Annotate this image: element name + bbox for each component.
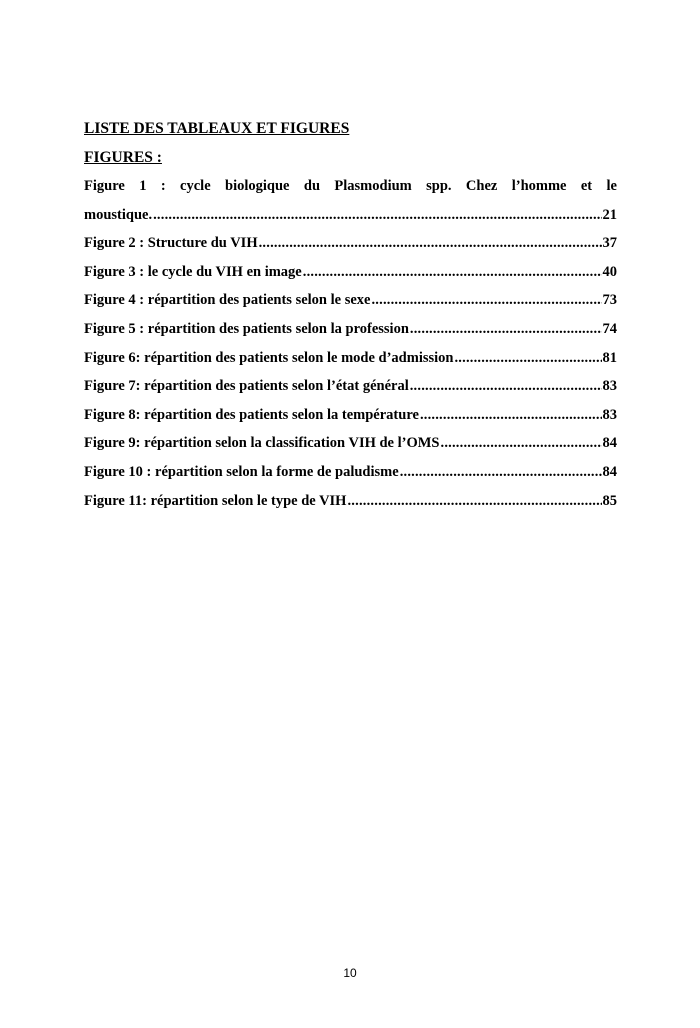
toc-entry-title-continued: moustique. [84, 206, 153, 223]
toc-entry-page: 81 [602, 349, 617, 366]
toc-entry-figure-10[interactable] [84, 458, 617, 487]
toc-entry-figure-3[interactable] [84, 258, 617, 287]
dot-leader [420, 401, 602, 430]
toc-entry-page: 73 [602, 292, 617, 309]
toc-entry-title: Figure 10 : répartition selon la forme de paludisme [84, 463, 399, 480]
toc-entry-title: Figure 7: répartition des patients selon l’état général [84, 378, 409, 395]
toc-entry-page: 37 [602, 235, 617, 252]
list-heading: LISTE DES TABLEAUX ET FIGURES [84, 120, 350, 137]
toc-entry-page: 84 [602, 463, 617, 480]
toc-entry-page: 83 [602, 406, 617, 423]
toc-entry-figure-8[interactable] [84, 401, 617, 430]
toc-entry-title: Figure 1 : cycle biologique du Plasmodium spp. Chez l’homme et le [84, 178, 617, 194]
toc-entry-page: 84 [602, 435, 617, 452]
toc-entry-figure-1[interactable] [84, 172, 617, 229]
toc-content [84, 114, 617, 515]
toc-entry-figure-11[interactable] [84, 487, 617, 516]
toc-entry-page: 85 [602, 492, 617, 509]
toc-entry-figure-7[interactable] [84, 372, 617, 401]
toc-entry-title: Figure 5 : répartition des patients selon la profession [84, 320, 409, 337]
toc-entry-title: Figure 11: répartition selon le type de VIH [84, 492, 347, 509]
dot-leader [441, 429, 602, 458]
dot-leader [153, 201, 601, 230]
toc-entry-title: Figure 9: répartition selon la classification VIH de l’OMS [84, 435, 440, 452]
toc-entry-figure-9[interactable] [84, 429, 617, 458]
dot-leader [259, 229, 602, 258]
toc-entry-figure-6[interactable] [84, 344, 617, 373]
toc-entry-title: Figure 6: répartition des patients selon le mode d’admission [84, 349, 454, 366]
toc-entry-figure-5[interactable] [84, 315, 617, 344]
page-number: 10 [343, 966, 357, 980]
dot-leader [410, 372, 602, 401]
toc-entry-title: Figure 3 : le cycle du VIH en image [84, 263, 302, 280]
toc-entry-figure-2[interactable] [84, 229, 617, 258]
toc-entry-title: Figure 4 : répartition des patients selon le sexe [84, 292, 371, 309]
dot-leader [303, 258, 602, 287]
toc-entry-page: 21 [602, 206, 617, 223]
toc-entry-page: 74 [602, 320, 617, 337]
toc-entry-title: Figure 8: répartition des patients selon la température [84, 406, 419, 423]
dot-leader [410, 315, 602, 344]
dot-leader [347, 487, 601, 516]
dot-leader [454, 344, 601, 373]
toc-entry-page: 83 [602, 378, 617, 395]
toc-entry-figure-4[interactable] [84, 286, 617, 315]
toc-entry-page: 40 [602, 263, 617, 280]
dot-leader [371, 286, 601, 315]
figures-heading: FIGURES : [84, 149, 162, 166]
toc-entry-title: Figure 2 : Structure du VIH [84, 235, 258, 252]
dot-leader [400, 458, 602, 487]
